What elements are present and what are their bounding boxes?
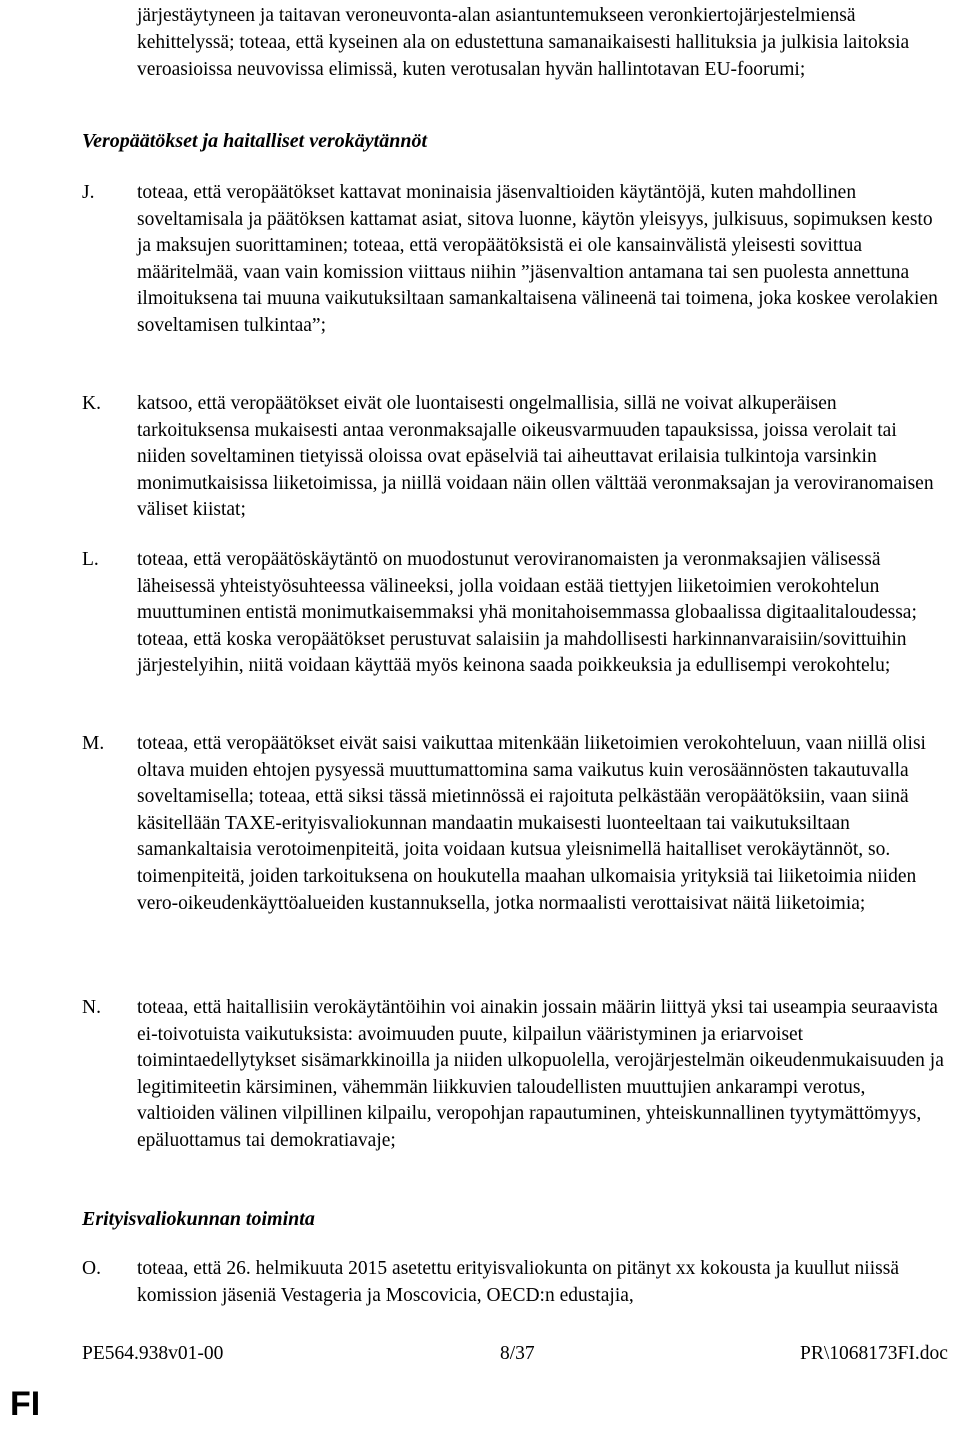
recital-letter: K. bbox=[82, 393, 101, 414]
recital-letter: N. bbox=[82, 997, 101, 1018]
footer-page-number: 8/37 bbox=[500, 1343, 535, 1364]
recital-j bbox=[82, 180, 950, 340]
recital-text: toteaa, että veropäätöskäytäntö on muodostunut veroviranomaisten ja veronmaksajien välisessä läheisessä yhteistyösuhteessa välineeksi, jolla voidaan estää tiettyjen liiketoimien verokohtelun muuttuminen entistä monimutkaisemmaksi yhä monitahoisemmassa globaalissa digitaalitaloudessa; toteaa, että koska veropäätökset perustuvat salaisiin ja mahdollisesti harkinnanvaraisiin/sovittuihin järjestelyihin, niitä voidaan käyttää myös keinona saada poikkeuksia ja edullisempi verokohtelu; bbox=[137, 549, 917, 677]
recital-text: toteaa, että haitallisiin verokäytäntöihin voi ainakin jossain määrin liittyä yksi tai useampia seuraavista ei-toivotuista vaikutuksista: avoimuuden puute, kilpailun vääristyminen ja eriarvoiset toimintaedellytykset sisämarkkinoilla ja niiden ulkopuolella, verojärjestelmän oikeudenmukaisuuden ja legitimiteetin kärsiminen, vähemmän liikkuvien taloudellisten muuttujien ankarampi verotus, valtioiden välinen vilpillinen kilpailu, veropohjan rapautuminen, yhteiskunnallinen tyytymättömyys, epäluottamus tai demokratiavaje; bbox=[137, 997, 944, 1151]
recital-l bbox=[82, 547, 950, 680]
footer-file-name: PR\1068173FI.doc bbox=[800, 1343, 948, 1364]
recital-text: toteaa, että veropäätökset eivät saisi vaikuttaa mitenkään liiketoimien verokohteluun, vaan niillä olisi oltava muiden ehtojen pysyessä muuttumattomina sama vaikutus kuin verosäännösten takautuvalla soveltamisella; toteaa, että siksi tässä mietinnössä ei rajoituta pelkästään veropäätöksiin, vaan siinä käsitellään TAXE-erityisvaliokunnan mandaatin mukaisesti luonteeltaan tai vaikutuksiltaan samankaltaisia verotoimenpiteitä, joita voidaan kutsua yleisnimellä haitalliset verokäytännöt, so. toimenpiteitä, joiden tarkoituksena on houkutella maahan ulkomaisia yrityksiä tai liiketoimia niiden vero-oikeudenkäyttöalueiden kustannuksella, jotka normaalisti verottaisivat näitä liiketoimia; bbox=[137, 733, 926, 914]
recital-letter: M. bbox=[82, 733, 105, 754]
recital-text: katsoo, että veropäätökset eivät ole luontaisesti ongelmallisia, sillä ne voivat alkuperäisen tarkoituksensa mukaisesti antaa veronmaksajalle oikeusvarmuuden tapauksissa, joissa verolait tai niiden soveltaminen tietyissä oloissa ovat epäselviä tai aiheuttavat erilaisia tulkintoja varsinkin monimutkaisissa liiketoimissa, ja niillä voidaan näin ollen välttää veronmaksajan ja veroviranomaisen väliset kiistat; bbox=[137, 393, 934, 521]
recital-k bbox=[82, 391, 950, 524]
recital-letter: O. bbox=[82, 1258, 101, 1279]
recital-m bbox=[82, 731, 950, 917]
recital-letter: J. bbox=[82, 182, 95, 203]
recital-text: toteaa, että veropäätökset kattavat moninaisia jäsenvaltioiden käytäntöjä, kuten mahdollinen soveltamisala ja päätöksen kattamat asiat, sitova luonne, käytön yleisyys, julkisuus, sopimuksen kesto ja maksujen suorittaminen; toteaa, että veropäätöksistä ei ole kansainvälistä yleisesti sovittua määritelmää, vaan vain komission viittaus niihin ”jäsenvaltion antamana tai sen puolesta annettuna ilmoituksena tai muuna vaikutuksiltaan samankaltaisena välineenä tai toimena, joka koskee verolakien soveltamisen tulkintaa”; bbox=[137, 182, 938, 336]
footer-document-reference: PE564.938v01-00 bbox=[82, 1343, 224, 1364]
section-heading-committee: Erityisvaliokunnan toiminta bbox=[82, 1208, 315, 1230]
recital-o bbox=[82, 1256, 950, 1309]
recital-text: toteaa, että 26. helmikuuta 2015 asetettu erityisvaliokunta on pitänyt xx kokousta ja kuullut niissä komission jäseniä Vestageria ja Moscovicia, OECD:n edustajia, bbox=[137, 1258, 899, 1306]
recital-n bbox=[82, 995, 950, 1155]
recital-letter: L. bbox=[82, 549, 99, 570]
intro-paragraph-continuation: järjestäytyneen ja taitavan veroneuvonta-alan asiantuntemukseen veronkiertojärjestelmiensä kehittelyssä; toteaa, että kyseinen ala on edustettuna samanaikaisesti hallituksia ja julkisia laitoksia veroasioissa neuvovissa elimissä, kuten verotusalan hyvän hallintotavan EU-foorumi; bbox=[137, 5, 910, 81]
section-heading-tax-rulings: Veropäätökset ja haitalliset verokäytännöt bbox=[82, 130, 428, 152]
language-code: FI bbox=[10, 1385, 41, 1423]
